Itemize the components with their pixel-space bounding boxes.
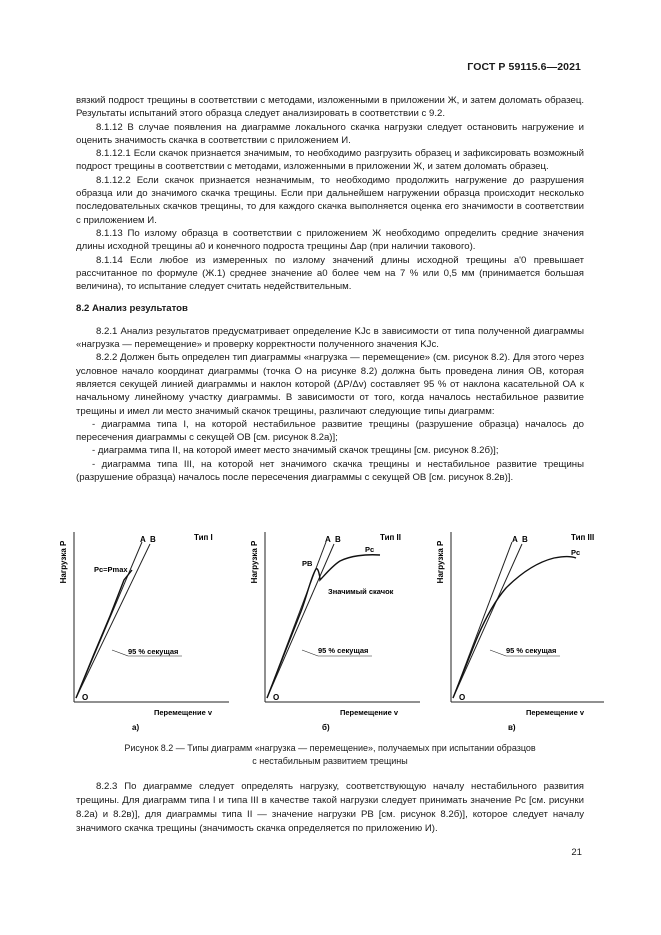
type-label: Тип II <box>380 533 401 542</box>
caption-line-1: Рисунок 8.2 — Типы диаграмм «нагрузка — перемещение», получаемых при испытании образцов <box>124 743 536 753</box>
panel-label: а) <box>132 723 140 732</box>
point-a-label: A <box>512 535 518 544</box>
paragraph: вязкий подрост трещины в соответствии с методами, изложенными в приложении Ж, и затем доломать образец. Результаты испытаний этого образца следует анализировать в соответствии с 9.2. <box>76 95 584 120</box>
after-figure-text <box>76 780 584 836</box>
diagram-type-3 <box>426 522 616 737</box>
point-a-label: A <box>325 535 331 544</box>
secant-line-ob <box>453 544 522 698</box>
load-label: Pc=Pmax <box>94 565 128 574</box>
load-curve <box>267 555 380 698</box>
point-b-label: B <box>522 535 528 544</box>
load-curve <box>453 557 576 699</box>
paragraph: 8.1.12 В случае появления на диаграмме локального скачка нагрузки следует остановить нагружение и оценить значимость скачка в соответствии с приложением И. <box>76 121 584 146</box>
figure-caption <box>76 742 584 768</box>
diagram-type-1 <box>44 522 234 737</box>
y-axis-label: Нагрузка P <box>436 540 445 584</box>
panel-label: в) <box>508 723 516 732</box>
y-axis-label: Нагрузка P <box>250 540 259 584</box>
diagram-svg <box>44 522 234 732</box>
load-label: Pc <box>571 548 581 557</box>
paragraph: 8.1.13 По излому образца в соответствии с приложением Ж необходимо определить средние значения длины исходной трещины a0 и конечного подроста трещины Δap (при наличии такового). <box>76 227 584 253</box>
diagram-type-2 <box>240 522 430 737</box>
diagram-svg <box>426 522 616 732</box>
list-item: - диаграмма типа II, на которой имеет место значимый скачок трещины [см. рисунок 8.2б)]; <box>92 445 499 457</box>
panel-label: б) <box>322 723 330 732</box>
caption-line-2: с нестабильным развитием трещины <box>252 756 408 766</box>
x-axis-label: Перемещение v <box>526 708 585 717</box>
y-axis-label: Нагрузка P <box>59 540 68 584</box>
pc-label: Pc <box>365 545 375 554</box>
point-a-label: A <box>140 535 146 544</box>
body-text <box>76 94 584 484</box>
paragraph: 8.2.1 Анализ результатов предусматривает определение KJc в зависимости от типа полученной диаграммы «нагрузка — перемещение» и проверку корректности полученного значения KJc. <box>76 325 584 351</box>
x-axis-label: Перемещение v <box>340 708 399 717</box>
load-curve <box>76 570 132 698</box>
paragraph: 8.2.2 Должен быть определен тип диаграммы «нагрузка — перемещение» (см. рисунок 8.2). Для этого через условное начало координат диаграммы (точка О на рисунке 8.2) должна быть проведена линия ОВ, которая является секущей линией диаграммы и наклон которой (ΔP/Δv) составляет 95 % от наклона касательной ОА к начальному линейному участку диаграммы. В зависимости от того, когда началось нестабильное развитие трещины и имел ли место значимый скачок трещины, различают следующие типы диаграмм: <box>76 352 584 417</box>
point-b-label: B <box>150 535 156 544</box>
origin-label: O <box>82 693 89 702</box>
secant-label: 95 % секущая <box>506 646 557 655</box>
paragraph: 8.1.12.2 Если скачок признается незначимым, то необходимо продолжить нагружение до разрушения образца или до значимого скачка трещины. Если при дальнейшем нагружении образца происходит несколько последовательных скачков трещины, то для каждого скачка выполняется оценка его значимости в соответствии с приложением И. <box>76 174 584 226</box>
type-label: Тип I <box>194 533 213 542</box>
figure-8-2 <box>30 522 631 738</box>
secant-label: 95 % секущая <box>128 647 179 656</box>
page-number: 21 <box>571 847 582 858</box>
section-heading: 8.2 Анализ результатов <box>76 303 188 315</box>
list-item: - диаграмма типа III, на которой нет значимого скачка трещины и нестабильное развитие трещины (разрушение образца) началось после пересечения диаграммы с секущей ОВ [см. рисунок 8.2в)]. <box>76 458 584 484</box>
pb-label: PB <box>302 559 313 568</box>
secant-label: 95 % секущая <box>318 646 369 655</box>
jump-label: Значимый скачок <box>328 587 394 596</box>
origin-label: O <box>273 693 280 702</box>
list-item: - диаграмма типа I, на которой нестабильное развитие трещины (разрушение образца) началось до пересечения диаграммы с секущей ОВ [см. рисунок 8.2а)]; <box>76 418 584 444</box>
diagram-svg <box>240 522 430 732</box>
standard-header: ГОСТ Р 59115.6—2021 <box>467 61 581 73</box>
paragraph: 8.2.3 По диаграмме следует определять нагрузку, соответствующую началу нестабильного развития трещины. Для диаграмм типа I и типа III в качестве такой нагрузки следует принимать значение Pc [см. рисунки 8.2а) и 8.2в)], для диаграммы типа II — значение нагрузки PB [см. рисунок 8.2б)], которое следует началу значимого скачка трещины (значимость скачка определяется по приложению И). <box>76 781 584 834</box>
paragraph: 8.1.12.1 Если скачок признается значимым, то необходимо разгрузить образец и зафиксировать возможный подрост трещины в соответствии с методами, изложенными в приложении Ж, и затем доломать образец. <box>76 148 584 173</box>
paragraph: 8.1.14 Если любое из измеренных по излому значений длины исходной трещины a'0 превышает рассчитанное по формуле (Ж.1) среднее значение a0 более чем на 7 % или 0,5 мм (принимается большая величина), то испытание следует считать недействительным. <box>76 254 584 293</box>
x-axis-label: Перемещение v <box>154 708 213 717</box>
type-label: Тип III <box>571 533 595 542</box>
secant-line-ob <box>267 544 334 698</box>
origin-label: O <box>459 693 466 702</box>
point-b-label: B <box>335 535 341 544</box>
